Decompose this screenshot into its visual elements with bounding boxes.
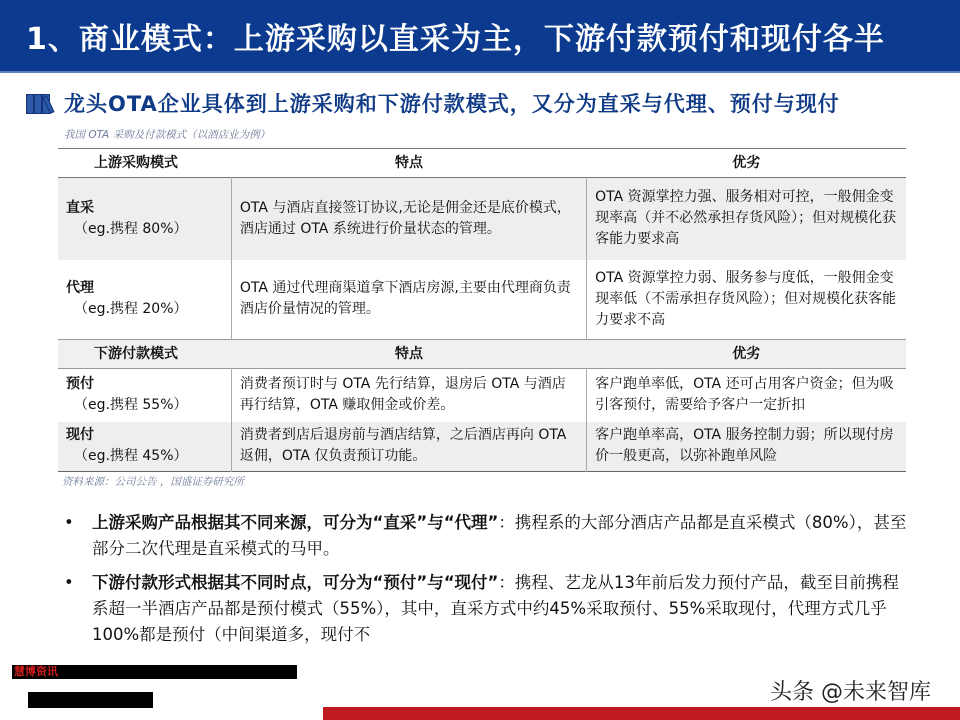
header-cell: 特点 [231,340,586,369]
mode-name: 直采 [66,199,94,216]
watermark: 头条 @未来智库 [770,680,931,705]
mode-cell [58,369,231,422]
pros-cons-cell: OTA 资源掌控力弱、服务参与度低，一般佣金变现率低（不需承担存货风险）；但对规模化获客能力要求不高 [595,269,897,328]
mode-name: 现付 [66,427,94,444]
pros-cons-cell: 客户跑单率高，OTA 服务控制力弱；所以现付房价一般更高，以弥补跑单风险 [587,422,906,472]
mode-example: （eg.携程 45%） [74,448,188,465]
header-cell: 上游采购模式 [58,149,231,178]
mode-example: （eg.携程 80%） [74,220,188,237]
mode-cell [58,178,231,260]
feature-cell: 消费者到店后退房前与酒店结算，之后酒店再向 OTA 返佣，OTA 仅负责预订功能。 [231,422,586,472]
title-bar [0,0,960,73]
bullet-item [64,570,914,648]
mode-cell [58,260,231,340]
downstream-header-row [58,340,906,369]
upstream-header-row [58,149,906,178]
bullet-bold: 上游采购产品根据其不同来源，可分为“直采”与“代理” [92,513,499,532]
section-subtitle [26,88,840,118]
page-title: 1、商业模式：上游采购以直采为主，下游付款预付和现付各半 [26,22,885,57]
table-caption: 我国 OTA 采购及付款模式（以酒店业为例） [64,129,271,141]
bullet-dot-icon: • [64,573,74,592]
table-row [58,422,906,472]
bullet-item [64,510,914,562]
table-row [58,260,906,340]
pros-cons-cell: OTA 资源掌控力强、服务相对可控，一般佣金变现率高（并不必然承担存货风险）；但对规模化获客能力要求高 [587,178,906,260]
feature-cell: OTA 与酒店直接签订协议,无论是佣金还是底价模式，酒店通过 OTA 系统进行价量状态的管理。 [231,178,586,260]
header-cell: 特点 [231,149,586,178]
mode-example: （eg.携程 20%） [74,301,188,318]
bullet-list [64,510,914,656]
mode-cell [58,422,231,472]
pros-cons-cell: 客户跑单率低，OTA 还可占用客户资金；但为吸引客预付，需要给予客户一定折扣 [595,376,894,414]
mode-name: 预付 [66,376,94,393]
feature-cell: OTA 通过代理商渠道拿下酒店房源,主要由代理商负责酒店价量情况的管理。 [231,260,586,340]
mode-example: （eg.携程 55%） [74,397,188,414]
table-row [58,369,906,422]
table-row [58,178,906,260]
redaction-bar [28,692,153,708]
ota-mode-table [58,148,906,472]
bullet-bold: 下游付款形式根据其不同时点，可分为“预付”与“现付” [92,573,499,592]
books-icon [26,92,58,114]
mode-name: 代理 [66,280,94,297]
footer-accent-bar [323,707,960,720]
feature-cell: 消费者预订时与 OTA 先行结算，退房后 OTA 与酒店再行结算，OTA 赚取佣金或价差。 [231,369,586,422]
bullet-dot-icon: • [64,513,74,532]
redacted-label: 慧博资讯 [14,665,58,678]
table-source: 资料来源：公司公告 ，国盛证券研究所 [62,476,244,488]
bullet-text: ：携程、艺龙从13年前后发力预付产品，截至目前携程系超一半酒店产品都是预付模式（55%），其中，直采方式中约45%采取预付、55%采取现付，代理方式几乎100%都是预付（中间渠道多，现付不 [92,573,899,644]
header-cell: 优劣 [587,340,906,369]
header-cell: 下游付款模式 [58,340,231,369]
bullet-text: ：携程系的大部分酒店产品都是直采模式（80%），甚至部分二次代理是直采模式的马甲。 [92,513,907,558]
header-cell: 优劣 [587,149,906,178]
subtitle-text: 龙头OTA企业具体到上游采购和下游付款模式，又分为直采与代理、预付与现付 [64,92,840,116]
